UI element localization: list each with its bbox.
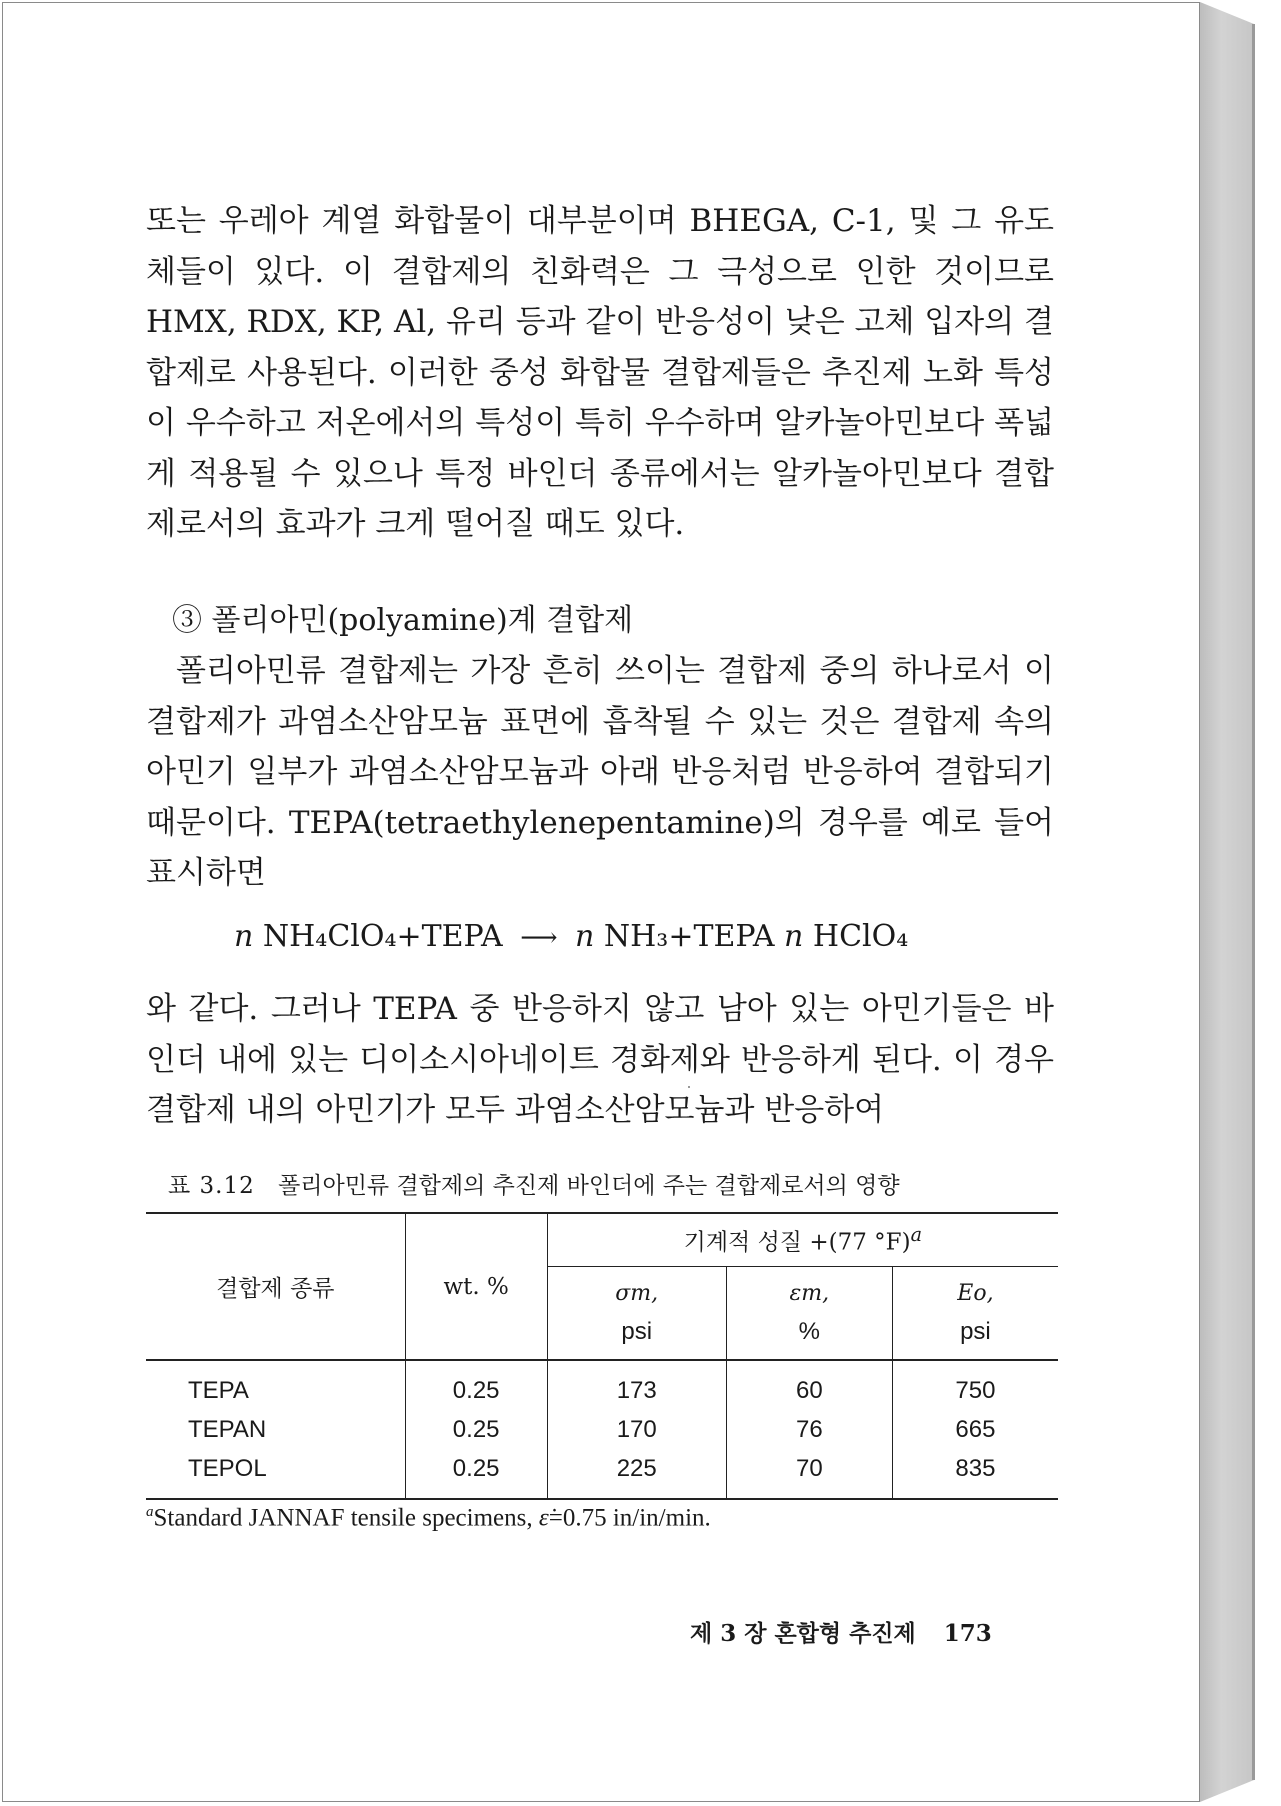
print-speck [688,1086,690,1088]
paragraph-2: 폴리아민류 결합제는 가장 흔히 쓰이는 결합제 중의 하나로서 이 결합제가 과염소산암모늄 표면에 흡착될 수 있는 것은 결합제 속의 아민기 일부가 과염소산암모늄과 아래 반응처럼 반응하여 결합되기 때문이다. TEPA(tetraethylenepentamine)의 경우를 예로 들어 표시하면 [146,653,1054,891]
eq-product-3: HClO₄ [812,919,909,954]
data-table [146,1212,1058,1500]
eq-product-2: TEPA [693,919,775,954]
sigma-unit: psi [621,1318,653,1345]
modulus-unit: psi [960,1318,991,1345]
cell-sigma: 170 [547,1410,726,1449]
chemical-equation [234,914,908,961]
table-caption-text: 폴리아민류 결합제의 추진제 바인더에 주는 결합제로서의 영향 [278,1173,900,1199]
eq-plus: + [396,919,422,954]
section-heading: ③ 폴리아민(polyamine)계 결합제 [172,603,634,638]
group-footnote-mark: a [910,1223,923,1247]
table-footnote [146,1494,711,1536]
chapter-title: 제 3 장 혼합형 추진제 [690,1620,916,1647]
page-footer [690,1616,992,1652]
cell-epsilon: 70 [726,1449,892,1499]
table-caption-label: 표 3.12 [168,1173,255,1199]
footnote-mark: a [146,1504,154,1520]
sigma-symbol: σm, [615,1281,659,1306]
page-number: 173 [943,1620,992,1647]
page-edge-shadow [1200,2,1254,1802]
table-row [146,1449,1058,1499]
eq-coefficient: n [784,919,804,954]
table-caption [168,1168,900,1204]
cell-modulus: 835 [955,1454,996,1482]
cell-wt: 0.25 [405,1410,547,1449]
epsilon-unit: % [798,1318,820,1345]
group-header-text: 기계적 성질 +(77 °F) [683,1229,911,1256]
cell-name: TEPAN [146,1410,405,1449]
col-header-modulus [892,1267,1058,1361]
cell-epsilon: 60 [726,1360,892,1410]
cell-name: TEPOL [146,1449,405,1499]
cell-name: TEPA [146,1360,405,1410]
paragraph-3: 와 같다. 그러나 TEPA 중 반응하지 않고 남아 있는 아민기들은 바인더 내에 있는 디이소시아네이트 경화제와 반응하게 된다. 이 경우 결합제 내의 아민기가 모두 과염소산암모늄과 반응하여 [146,991,1054,1128]
cell-modulus: 750 [955,1376,996,1404]
col-header-epsilon [726,1267,892,1361]
modulus-symbol: Eo, [957,1281,994,1306]
strain-rate-symbol: ε̇ [538,1504,549,1532]
cell-sigma: 225 [547,1449,726,1499]
eq-coefficient: n [575,919,595,954]
col-header-type: 결합제 종류 [146,1213,405,1360]
table-row [146,1360,1058,1410]
eq-coefficient: n [234,919,254,954]
table-row [146,1410,1058,1449]
eq-reactant-1: NH₄ClO₄ [262,919,397,954]
col-header-group [547,1213,1058,1267]
col-header-sigma [547,1267,726,1361]
cell-wt: 0.25 [405,1449,547,1499]
footnote-text-before: Standard JANNAF tensile specimens, [153,1504,539,1532]
footnote-text-after: =0.75 in/in/min. [548,1504,711,1532]
cell-wt: 0.25 [405,1360,547,1410]
cell-sigma: 173 [547,1360,726,1410]
page-edge-line [1252,24,1255,1780]
paragraph-1: 또는 우레아 계열 화합물이 대부분이며 BHEGA, C-1, 및 그 유도체들이 있다. 이 결합제의 친화력은 그 극성으로 인한 것이므로 HMX, RDX, KP, Al, 유리 등과 같이 반응성이 낮은 고체 입자의 결합제로 사용된다. 이러한 중성 화합물 결합제들은 추진제 노화 특성이 우수하고 저온에서의 특성이 특히 우수하며 알카놀아민보다 폭넓게 적용될 수 있으나 특정 바인더 종류에서는 알카놀아민보다 결합제로서의 효과가 크게 떨어질 때도 있다. [146,203,1054,542]
eq-product-1: NH₃ [603,919,669,954]
eq-plus: + [668,919,694,954]
cell-epsilon: 76 [726,1410,892,1449]
cell-modulus: 665 [955,1415,996,1443]
epsilon-symbol: εm, [789,1281,830,1306]
eq-reactant-2: TEPA [421,919,503,954]
col-header-wt: wt. % [405,1213,547,1360]
eq-arrow: ⟶ [520,923,558,953]
